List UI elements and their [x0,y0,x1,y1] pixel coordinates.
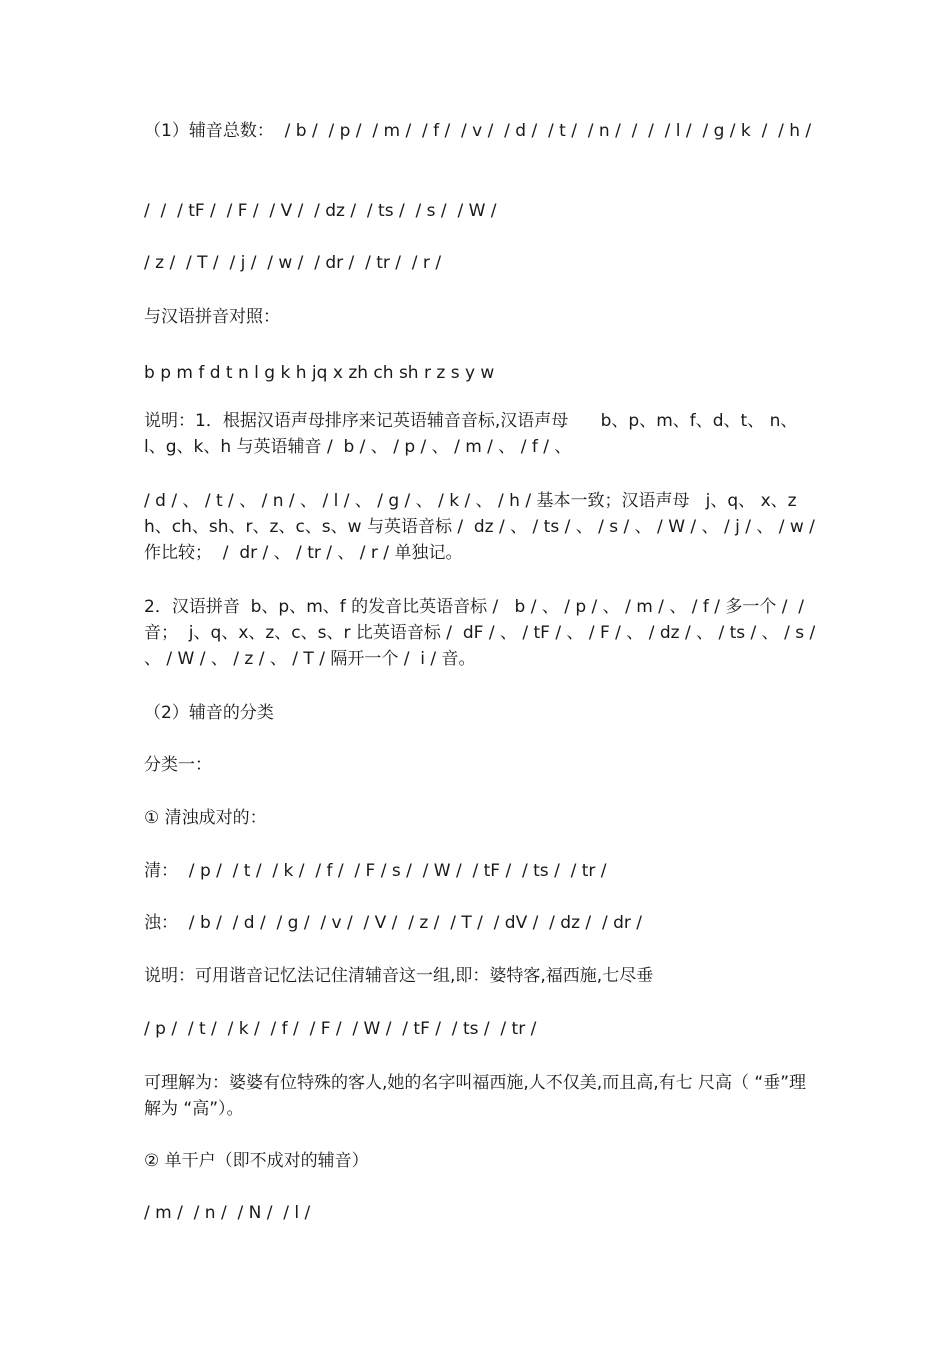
paragraph-mnemonic-explanation: 可理解为：婆婆有位特殊的客人,她的名字叫福西施,人不仅美,而且高,有七 尺高（ “垂”理解为 “高”）。 [144,1073,807,1119]
paragraph-voiced-list: 浊： / b / / d / / g / / v / / V / / z / / T / / dV / / dz / / dr / [144,913,642,933]
paragraph-unpaired-list: / m / / n / / N / / l / [144,1203,311,1223]
paragraph-mnemonic-note: 说明：可用谐音记忆法记住清辅音这一组,即：婆特客,福西施,七尽垂 [144,966,654,986]
paragraph-pinyin-letters: b p m f d t n l g k h jq x zh ch sh r z s y w [144,363,495,383]
paragraph-consonant-list-3: / z / / T / / j / / w / / dr / / tr / / r / [144,253,442,273]
paragraph-category-one: 分类一： [144,755,212,775]
paragraph-consonant-total: （1）辅音总数： / b / / p / / m / / f / / v / / d / / t / / n / / / / l / / g / k / / h / [144,121,812,141]
paragraph-unpaired-heading: ② 单干户（即不成对的辅音） [144,1151,369,1171]
paragraph-classification-heading: （2）辅音的分类 [144,703,274,723]
paragraph-note-2: 2．汉语拼音 b、p、m、f 的发音比英语音标 / b / 、 / p / 、 / m / 、 / f / 多一个 / / 音； j、q、x、z、c、s、r 比英语音标 / dF / 、 / tF / 、 / F / 、 / dz / 、 / ts / 、 / s / 、 / W / 、 / z / 、 / T / 隔开一个 / i / 音。 [144,597,821,669]
paragraph-voiceless-list: 清： / p / / t / / k / / f / / F / s / / W / / tF / / ts / / tr / [144,861,607,881]
paragraph-paired-heading: ① 清浊成对的： [144,808,267,828]
paragraph-pinyin-heading: 与汉语拼音对照： [144,307,280,327]
paragraph-note-1-continued: / d / 、 / t / 、 / n / 、 / l / 、 / g / 、 / k / 、 / h / 基本一致；汉语声母 j、q、 x、zh、ch、sh、r、z、c、s、w 与英语音标 / dz / 、 / ts / 、 / s / 、 / W / 、 / j / 、 / w / 作比较； / dr / 、 / tr / 、 / r / 单独记。 [144,491,821,563]
paragraph-mnemonic-list: / p / / t / / k / / f / / F / / W / / tF / / ts / / tr / [144,1019,537,1039]
paragraph-consonant-list-2: / / / tF / / F / / V / / dz / / ts / / s / / W / [144,201,497,221]
paragraph-note-1: 说明：1．根据汉语声母排序来记英语辅音音标,汉语声母 b、p、m、f、d、t、 n、l、g、k、h 与英语辅音 / b / 、 / p / 、 / m / 、 / f / 、 [144,411,798,457]
